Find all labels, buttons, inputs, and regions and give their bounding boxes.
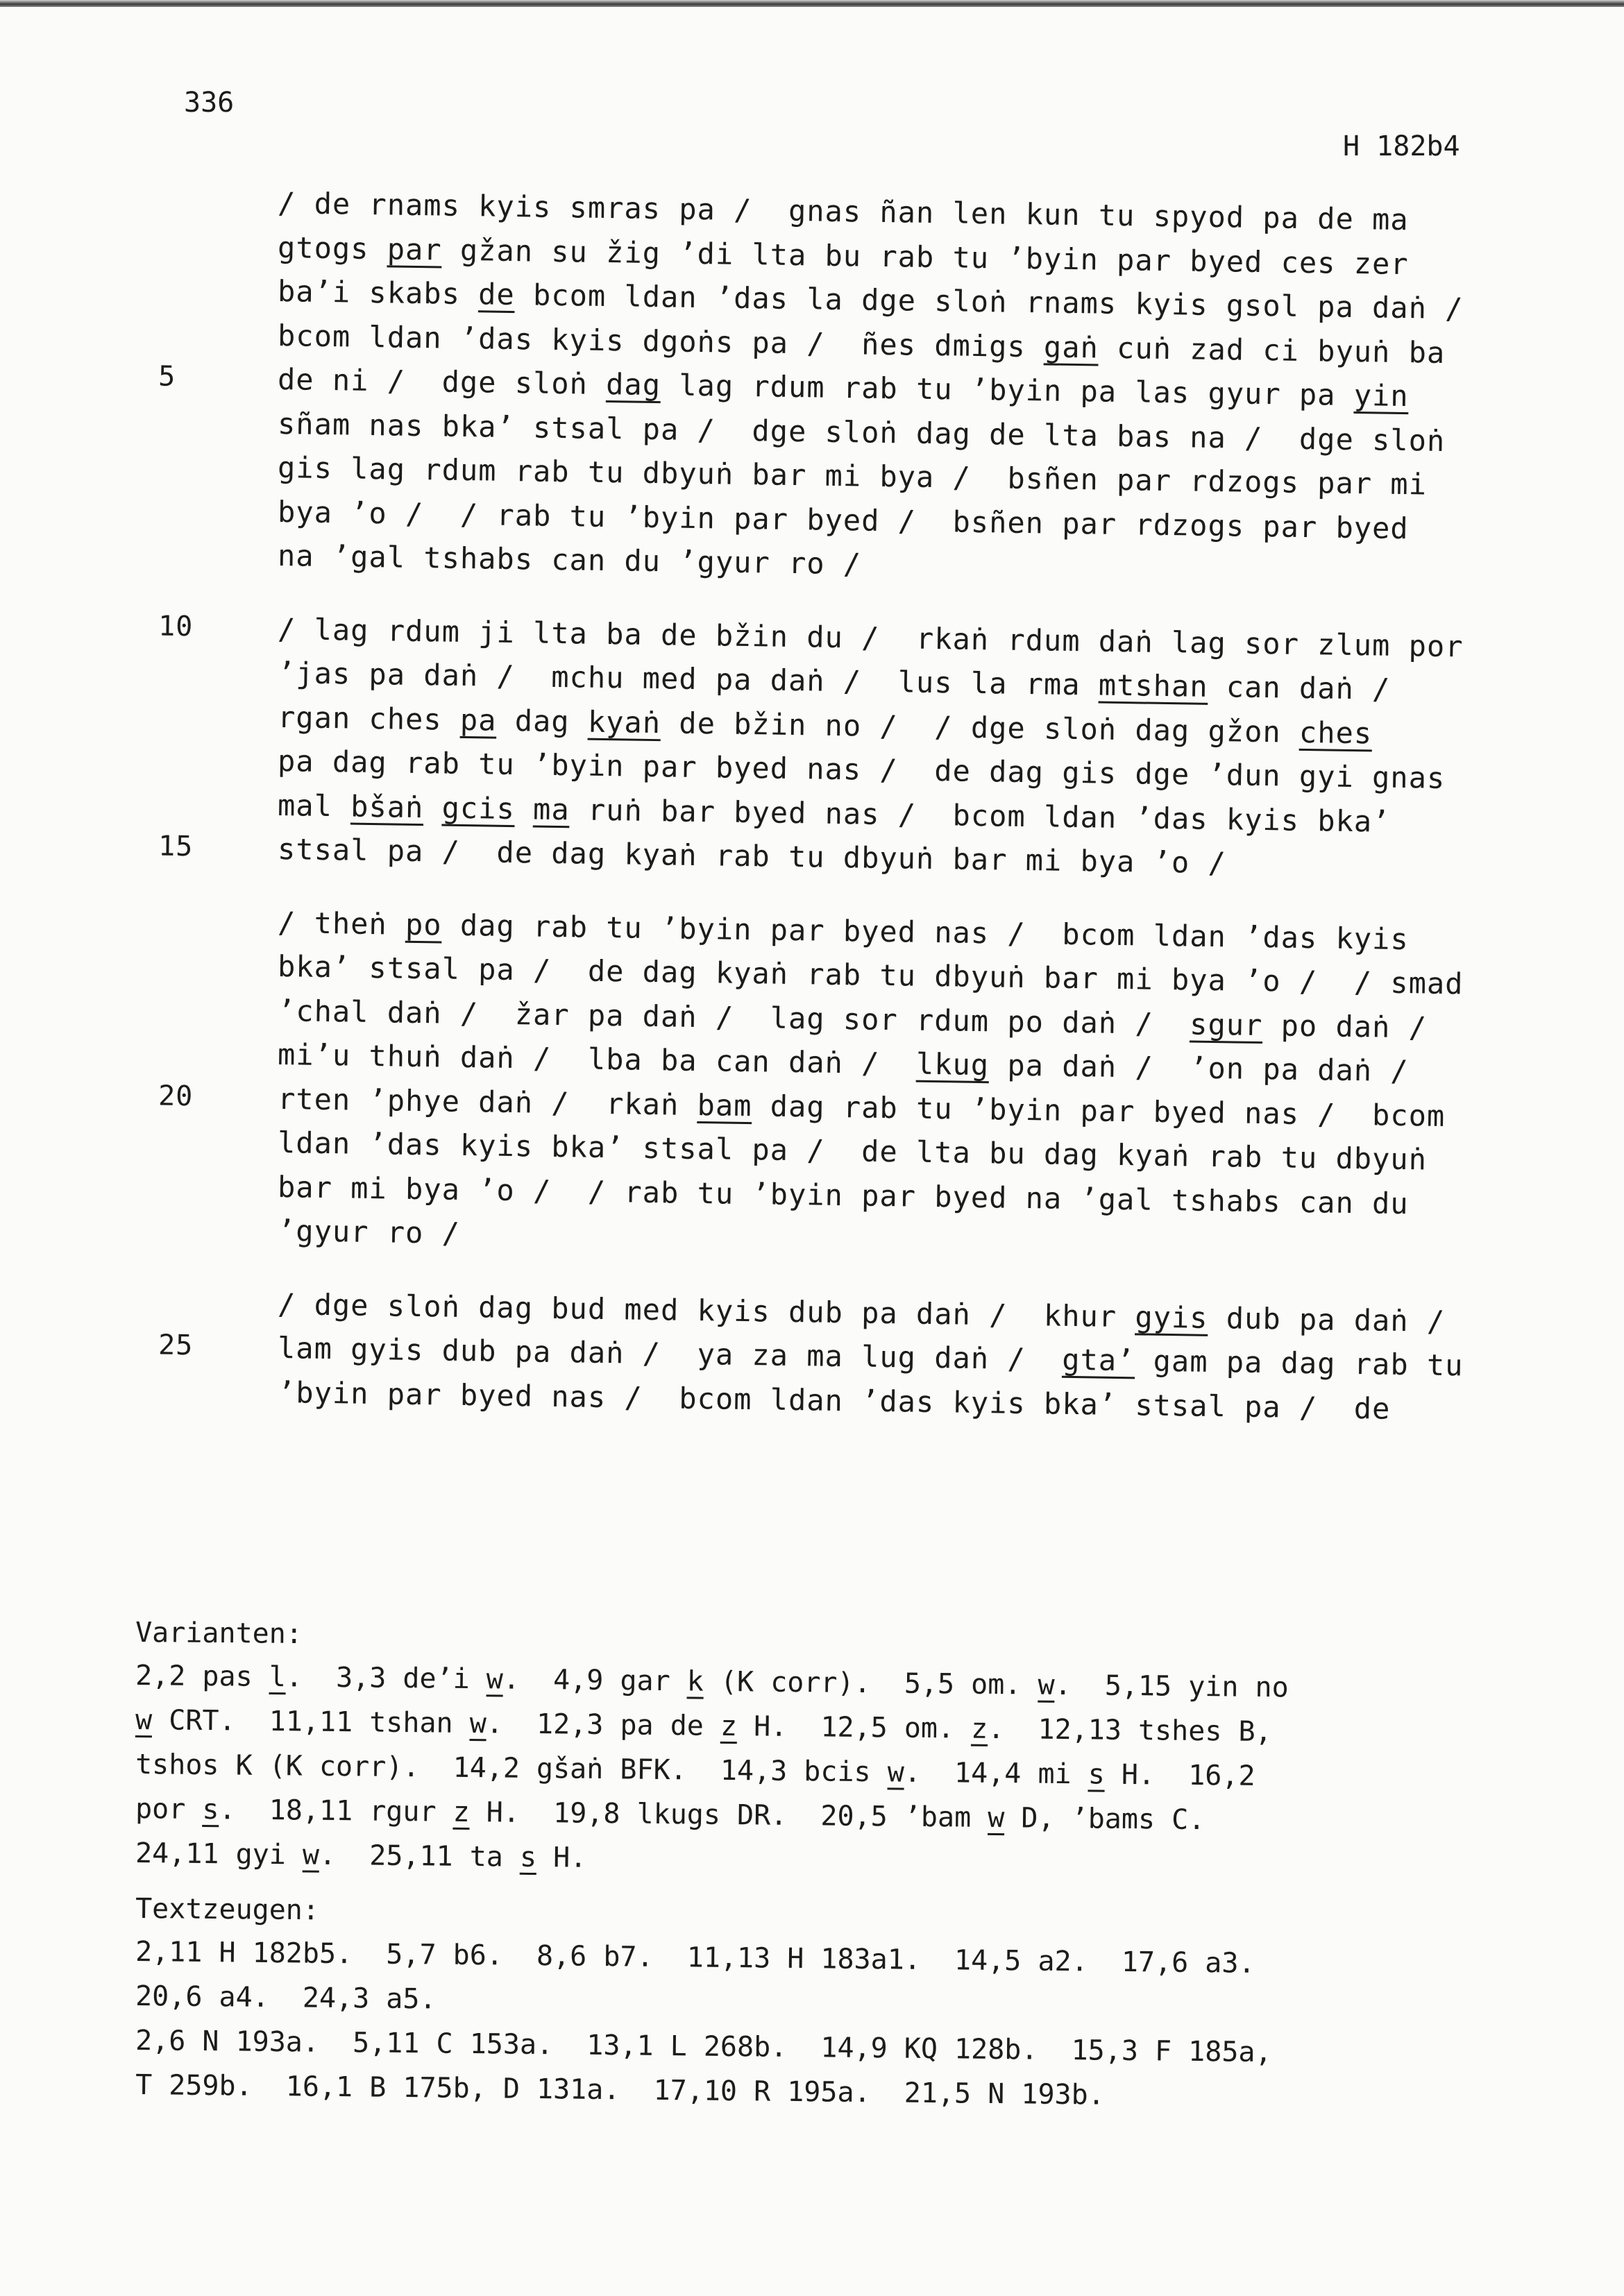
witness-text: 2,6 N 193a. 5,11 C 153a. 13,1 L 268b. 14,9 KQ 128b. 15,3 F 185a, bbox=[135, 2025, 1272, 2069]
word-text: lag rdum rab tu ’byin pa las gyur pa bbox=[660, 368, 1355, 413]
variant-underlined: w bbox=[486, 1663, 504, 1696]
variant-underlined: z bbox=[452, 1796, 470, 1829]
word-text: / lag rdum ji lta ba de bžin du / rkaṅ rdum daṅ lag sor zlum por bbox=[277, 611, 1464, 663]
variant-text: . 12,3 pa de bbox=[486, 1708, 721, 1742]
variant-text: . 18,11 rgur bbox=[219, 1794, 453, 1828]
variant-text: 24,11 gyi bbox=[135, 1837, 303, 1871]
word-text: na ’gal tshabs can du ’gyur ro / bbox=[277, 538, 862, 581]
word-underlined: mtshan bbox=[1098, 667, 1208, 704]
word-text: bcom ldan ’das kyis dgoṅs pa / ñes dmigs bbox=[277, 318, 1044, 364]
text-paragraph bbox=[158, 186, 1492, 583]
word-underlined: bšaṅ bbox=[350, 789, 424, 824]
witness-text: 20,6 a4. 24,3 a5. bbox=[135, 1980, 437, 2016]
text-paragraph bbox=[158, 609, 1492, 881]
word-underlined: bam bbox=[697, 1087, 752, 1123]
variant-underlined: z bbox=[720, 1710, 738, 1743]
variant-text: H. bbox=[536, 1842, 587, 1874]
word-text: de bžin no / / dge sloṅ dag gžon bbox=[660, 705, 1300, 749]
variant-underlined: s bbox=[1088, 1758, 1106, 1791]
word-underlined: gcis bbox=[441, 790, 516, 826]
word-text: ldan ’das kyis bka’ stsal pa / de lta bu dag kyaṅ rab tu dbyuṅ bbox=[277, 1125, 1428, 1177]
variant-text: por bbox=[135, 1793, 203, 1826]
line-number: 10 bbox=[158, 609, 194, 643]
word-text: ’jas pa daṅ / mchu med pa daṅ / lus la rma bbox=[277, 656, 1099, 702]
word-text: bka’ stsal pa / de dag kyaṅ rab tu dbyuṅ bar mi bya ’o / / smad bbox=[277, 949, 1464, 1001]
varianten-list bbox=[135, 1660, 1489, 1882]
word-text: rten ’phye daṅ / rkaṅ bbox=[277, 1081, 697, 1122]
textzeugen-heading: Textzeugen: bbox=[135, 1893, 320, 1927]
variant-text: H. 12,5 om. bbox=[736, 1710, 972, 1745]
variant-underlined: s bbox=[202, 1794, 219, 1826]
word-underlined: pa bbox=[459, 702, 497, 738]
variant-text: H. 19,8 lkugs DR. 20,5 ’bam bbox=[469, 1796, 988, 1834]
word-underlined: po bbox=[405, 907, 443, 942]
page-number: 336 bbox=[184, 87, 235, 119]
variant-text: 2,2 pas bbox=[135, 1660, 269, 1694]
word-text: gam pa dag rab tu bbox=[1135, 1343, 1464, 1383]
word-text: can daṅ / bbox=[1208, 669, 1391, 706]
variant-text: . 5,15 yin no bbox=[1054, 1669, 1289, 1704]
variant-underlined: z bbox=[970, 1712, 988, 1745]
main-text bbox=[158, 186, 1492, 1448]
word-text bbox=[423, 790, 442, 824]
word-text: stsal pa / de dag kyaṅ rab tu dbyuṅ bar mi bya ’o / bbox=[277, 832, 1227, 881]
witness-group bbox=[135, 2025, 1489, 2114]
word-underlined: kyaṅ bbox=[587, 704, 661, 740]
word-text: ba’i skabs bbox=[277, 274, 479, 312]
line-number: 5 bbox=[158, 360, 176, 393]
word-text: dag rab tu ’byin par byed nas / bcom bbox=[752, 1088, 1446, 1133]
word-underlined: ches bbox=[1299, 715, 1373, 750]
witness-group bbox=[135, 1936, 1489, 2025]
word-underlined: yin bbox=[1353, 378, 1410, 414]
word-underlined: lkug bbox=[915, 1046, 990, 1082]
word-text: ’chal daṅ / žar pa daṅ / lag sor rdum po daṅ / bbox=[277, 993, 1190, 1041]
variant-underlined: w bbox=[469, 1708, 487, 1740]
word-text: / de rnams kyis smras pa / gnas ñan len kun tu spyod pa de ma bbox=[277, 186, 1410, 237]
variant-text: . 4,9 gar bbox=[502, 1663, 688, 1698]
scan-edge bbox=[0, 0, 1624, 7]
word-text: gtogs bbox=[277, 230, 388, 266]
word-text: / dge sloṅ dag bud med kyis dub pa daṅ / khur bbox=[277, 1286, 1135, 1334]
word-underlined: dag bbox=[605, 367, 661, 402]
variant-text: D, ’bams C. bbox=[1004, 1802, 1206, 1837]
variant-underlined: k bbox=[686, 1665, 704, 1698]
varianten-heading: Varianten: bbox=[135, 1617, 303, 1651]
word-text: dag rab tu ’byin par byed nas / bcom ldan ’das kyis bbox=[441, 908, 1410, 956]
textzeugen-list bbox=[135, 1936, 1489, 2114]
variant-text: (K corr). 5,5 om. bbox=[703, 1665, 1038, 1701]
folio-reference: H 182b4 bbox=[1343, 130, 1460, 162]
variant-text: CRT. 11,11 tshan bbox=[151, 1704, 470, 1740]
line-number: 15 bbox=[158, 830, 194, 863]
line-number: 20 bbox=[158, 1079, 194, 1112]
variant-underlined: w bbox=[135, 1704, 153, 1737]
word-underlined: sgur bbox=[1189, 1007, 1263, 1042]
word-underlined: par bbox=[387, 231, 443, 267]
variant-underlined: s bbox=[519, 1841, 537, 1874]
word-text: de ni / dge sloṅ bbox=[277, 362, 607, 402]
word-text: bya ’o / / rab tu ’byin par byed / bsñen par rdzogs par byed bbox=[277, 494, 1410, 545]
word-text: rgan ches bbox=[277, 699, 461, 737]
word-text: / theṅ bbox=[277, 905, 406, 942]
variant-underlined: w bbox=[1038, 1669, 1055, 1701]
word-text bbox=[514, 792, 533, 826]
variant-text: . 3,3 de’i bbox=[285, 1661, 487, 1696]
word-text: bcom ldan ’das la dge sloṅ rnams kyis gsol pa daṅ / bbox=[514, 278, 1464, 326]
word-underlined: gaṅ bbox=[1043, 329, 1099, 365]
word-text: sñam nas bka’ stsal pa / dge sloṅ dag de lta bas na / dge sloṅ bbox=[277, 406, 1446, 458]
word-text: gžan su žig ’di lta bu rab tu ’byin par byed ces zer bbox=[441, 232, 1410, 281]
witness-text: 2,11 H 182b5. 5,7 b6. 8,6 b7. 11,13 H 183a1. 14,5 a2. 17,6 a3. bbox=[135, 1936, 1255, 1980]
variant-text: . 14,4 mi bbox=[904, 1756, 1088, 1791]
word-text: bar mi bya ’o / / rab tu ’byin par byed na ’gal tshabs can du bbox=[277, 1169, 1410, 1221]
line-number: 25 bbox=[158, 1329, 194, 1362]
text-paragraph bbox=[158, 1286, 1492, 1426]
word-text: mal bbox=[277, 788, 351, 824]
variant-text: H. 16,2 bbox=[1104, 1758, 1255, 1792]
word-text: dub pa daṅ / bbox=[1208, 1300, 1446, 1338]
variant-text: . 12,13 tshes B, bbox=[988, 1712, 1272, 1749]
word-text: pa dag rab tu ’byin par byed nas / de dag gis dge ’dun gyi gnas bbox=[277, 744, 1446, 795]
variant-text: . 25,11 ta bbox=[319, 1839, 521, 1873]
word-underlined: ma bbox=[532, 791, 570, 826]
variant-underlined: w bbox=[988, 1801, 1005, 1835]
word-text: ’byin par byed nas / bcom ldan ’das kyis bka’ stsal pa / de bbox=[277, 1375, 1391, 1426]
text-paragraph bbox=[158, 905, 1492, 1258]
word-text: cuṅ zad ci byuṅ ba bbox=[1098, 330, 1446, 370]
word-text: mi’u thuṅ daṅ / lba ba can daṅ / bbox=[277, 1037, 917, 1081]
variant-text: tshos K (K corr). 14,2 gšaṅ BFK. 14,3 bcis bbox=[135, 1749, 888, 1789]
word-text: pa daṅ / ’on pa daṅ / bbox=[988, 1048, 1410, 1089]
word-text: gis lag rdum rab tu dbyuṅ bar mi bya / bsñen par rdzogs par mi bbox=[277, 450, 1428, 502]
word-underlined: gyis bbox=[1135, 1299, 1208, 1335]
witness-text: T 259b. 16,1 B 175b, D 131a. 17,10 R 195a. 21,5 N 193b. bbox=[135, 2069, 1106, 2111]
word-underlined: gta’ bbox=[1061, 1342, 1135, 1378]
variant-underlined: w bbox=[887, 1756, 905, 1789]
word-text: ’gyur ro / bbox=[277, 1214, 461, 1250]
word-underlined: de bbox=[477, 277, 516, 312]
word-text: lam gyis dub pa daṅ / ya za ma lug daṅ / bbox=[277, 1331, 1063, 1377]
word-text: ruṅ bar byed nas / bcom ldan ’das kyis bka’ bbox=[569, 792, 1391, 839]
word-text: po daṅ / bbox=[1262, 1007, 1428, 1045]
variant-underlined: l bbox=[269, 1661, 287, 1694]
variant-underlined: w bbox=[302, 1839, 320, 1871]
critical-apparatus bbox=[135, 1617, 1489, 2114]
word-text: dag bbox=[496, 703, 589, 739]
